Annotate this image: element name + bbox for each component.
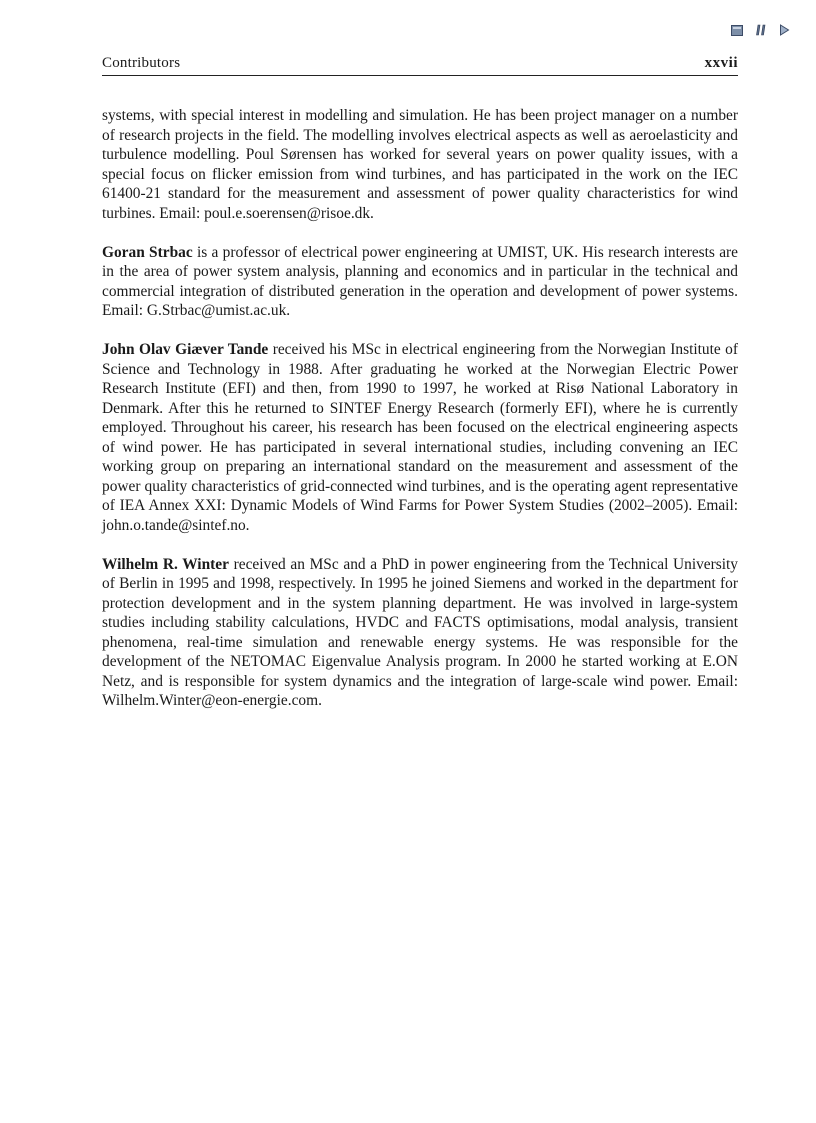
paragraph-text: is a professor of electrical power engineering at UMIST, UK. His research interests are in the area of power system analysis, planning and economics and in particular in the technical and commercial integration of distributed generation in the operation and development of power systems. Email: G.Strbac@umist.ac.uk. — [102, 243, 738, 319]
paragraph-tande — [102, 340, 738, 535]
paragraph-text: received an MSc and a PhD in power engineering from the Technical University of Berlin in 1995 and 1998, respectively. In 1995 he joined Siemens and worked in the department for protection development and in the system planning department. He was involved in large-system studies including stability calculations, HVDC and FACTS optimisations, modal analysis, transient phenomena, real-time simulation and renewable energy systems. He was responsible for the development of the NETOMAC Eigenvalue Analysis program. In 2000 he started working at E.ON Netz, and is responsible for system dynamics and the integration of large-scale wind power. Email: Wilhelm.Winter@eon-energie.com. — [102, 555, 738, 709]
running-title: Contributors — [102, 55, 181, 71]
paragraph-text: received his MSc in electrical engineering from the Norwegian Institute of Science and Technology in 1988. After graduating he worked at the Norwegian Electric Power Research Institute (EFI) and then, from 1990 to 1997, he worked at Risø National Laboratory in Denmark. After this he returned to SINTEF Energy Research (formerly EFI), where he is currently employed. Throughout his career, his research has been focused on the electrical engineering aspects of wind power. He has participated in several international studies, including convening an IEC working group on preparing an international standard on the measurement and assessment of the power quality characteristics of grid-connected wind turbines, and is the operating agent representative of IEA Annex XXI: Dynamic Models of Wind Farms for Power System Studies (2002–2005). Email: john.o.tande@sintef.no. — [102, 341, 739, 534]
pause-icon[interactable] — [755, 24, 767, 36]
page-number: xxvii — [704, 55, 738, 71]
viewer-toolbar — [731, 24, 790, 36]
contributor-name: Goran Strbac — [102, 243, 193, 261]
page-body — [102, 106, 738, 730]
running-header — [102, 55, 738, 76]
contributor-name: John Olav Giæver Tande — [102, 341, 269, 358]
paragraph-winter — [102, 555, 738, 711]
paragraph-strbac — [102, 243, 738, 321]
menu-icon[interactable] — [731, 25, 743, 36]
contributor-name: Wilhelm R. Winter — [102, 555, 229, 573]
paragraph-text: systems, with special interest in modelling and simulation. He has been project manager on a number of research projects in the field. The modelling involves electrical aspects as well as aeroelasticity and turbulence modelling. Poul Sørensen has worked for several years on power quality issues, with a special focus on flicker emission from wind turbines, and has participated in the work on the IEC 61400-21 standard for the measurement and assessment of power quality characteristics for wind turbines. Email: poul.e.soerensen@risoe.dk. — [102, 107, 738, 222]
play-icon[interactable] — [779, 24, 790, 36]
paragraph-sorensen-continued — [102, 106, 738, 223]
